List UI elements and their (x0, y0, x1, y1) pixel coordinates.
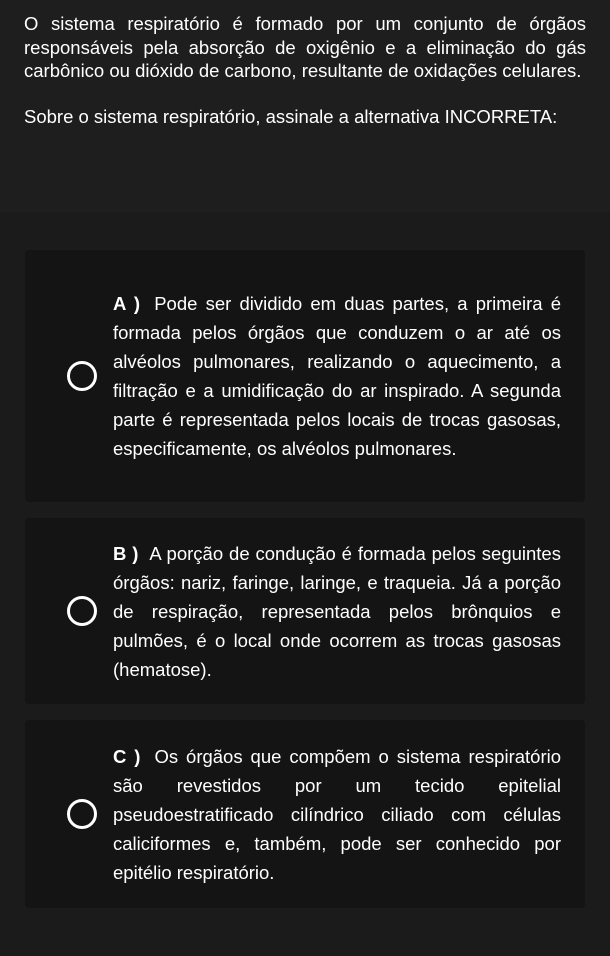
option-a[interactable] (25, 250, 585, 502)
option-a-text-container (113, 289, 585, 463)
option-a-letter: A ) (113, 293, 141, 314)
radio-button-a[interactable] (67, 361, 97, 391)
question-block (0, 0, 610, 212)
option-a-text: Pode ser dividido em duas partes, a primeira é formada pelos órgãos que conduzem o ar até os alvéolos pulmonares, realizando o aquecimento, a filtração e a umidificação do ar inspirado. A segunda parte é representada pelos locais de trocas gasosas, especificamente, os alvéolos pulmonares. (113, 293, 562, 459)
question-intro: O sistema respiratório é formado por um conjunto de órgãos responsáveis pela absorção de oxigênio e a eliminação do gás carbônico ou dióxido de carbono, resultante de oxidações celulares. (24, 13, 586, 81)
option-b-text-container (113, 539, 585, 684)
option-b-text: A porção de condução é formada pelos seguintes órgãos: nariz, faringe, laringe, e traqueia. Já a porção de respiração, representada pelos brônquios e pulmões, é o local onde ocorrem as trocas gasosas (hematose). (113, 542, 561, 680)
option-c-text-container (113, 742, 585, 887)
options-list (0, 212, 610, 908)
radio-button-b[interactable] (67, 596, 97, 626)
radio-button-c[interactable] (67, 799, 97, 829)
option-b-letter: B ) (113, 542, 139, 564)
option-c-text: Os órgãos que compõem o sistema respiratório são revestidos por um tecido epitelial pseudoestratificado cilíndrico ciliado com células caliciformes e, também, pode ser conhecido por epitélio respiratório. (113, 745, 562, 883)
option-c[interactable] (25, 720, 585, 908)
option-b[interactable] (25, 518, 585, 704)
question-prompt: Sobre o sistema respiratório, assinale a alternativa INCORRETA: (24, 105, 558, 127)
option-c-letter: C ) (113, 745, 141, 767)
